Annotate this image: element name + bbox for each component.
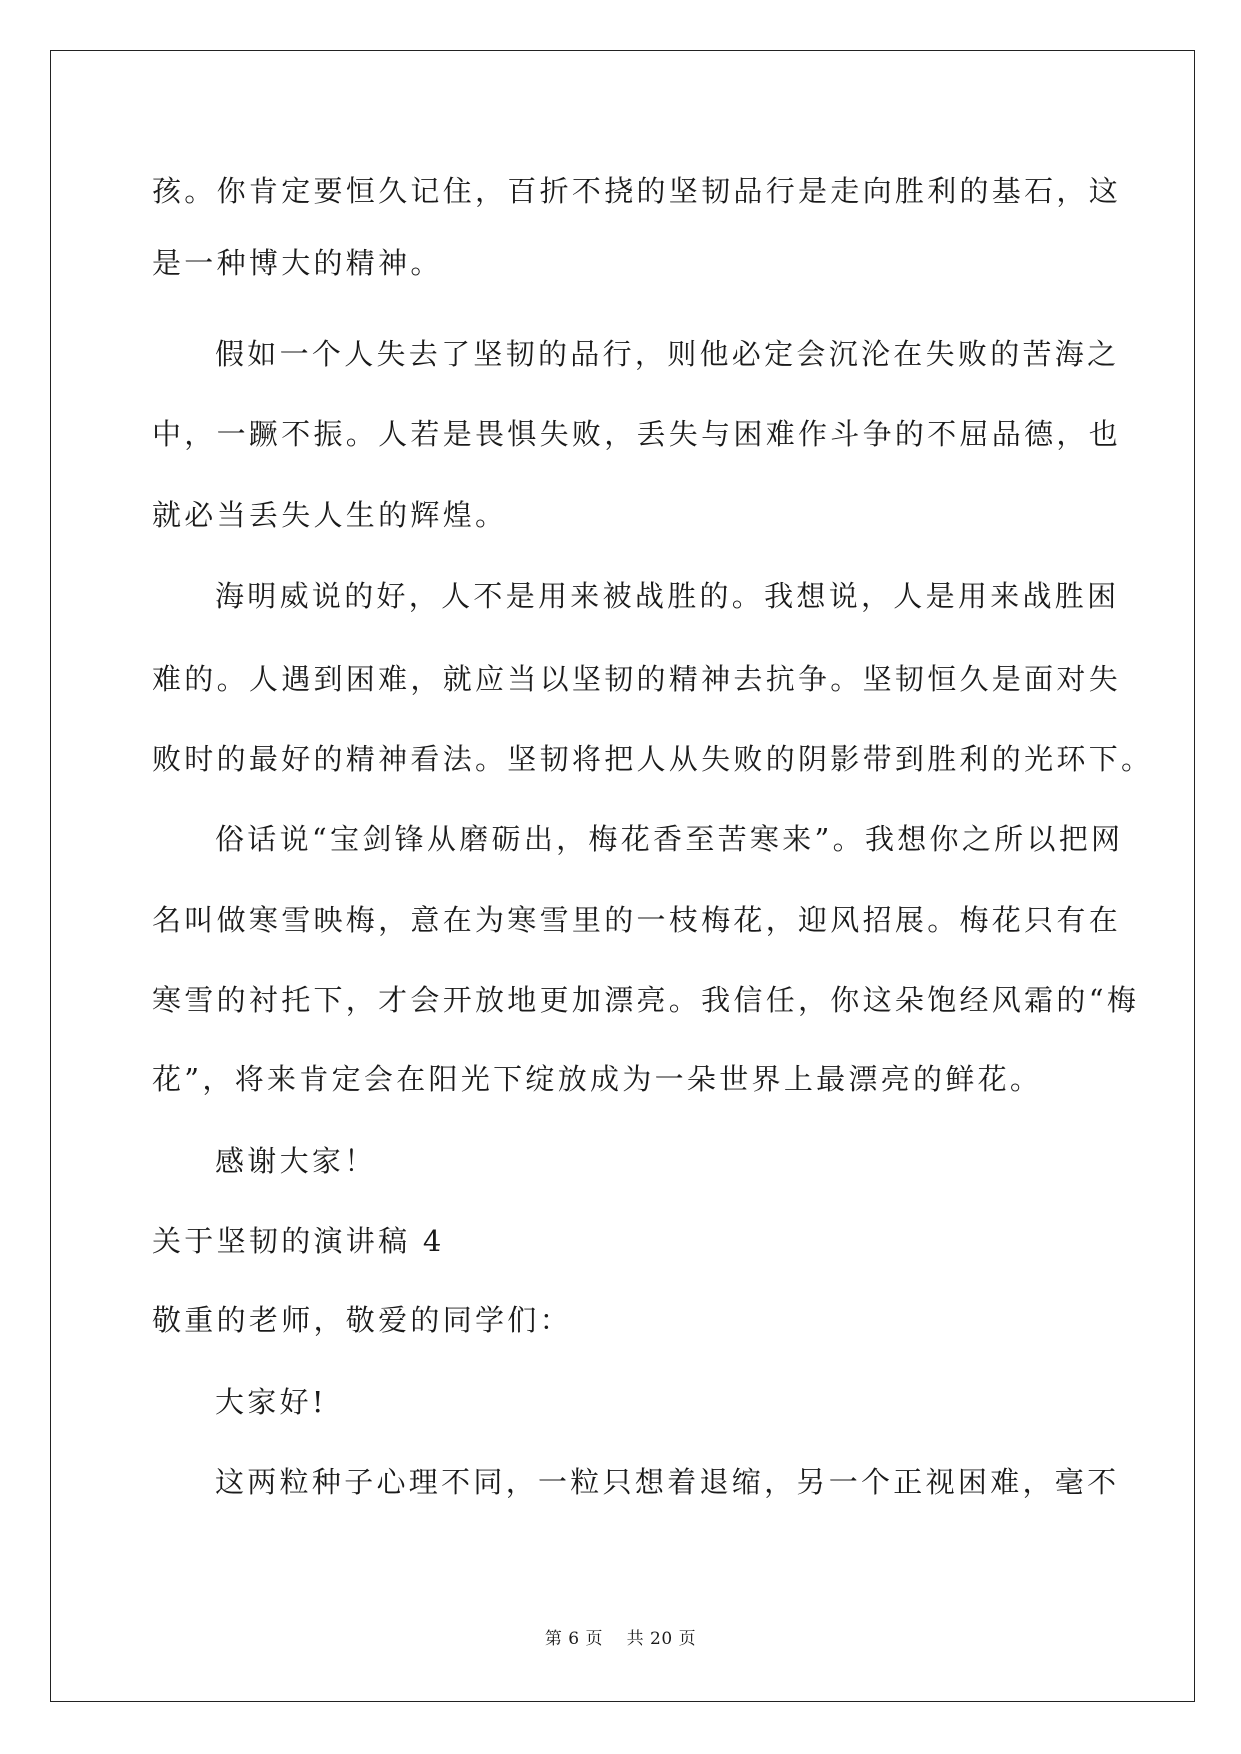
body-text-line: 感谢大家！ <box>215 1144 377 1178</box>
body-text-line: 假如一个人失去了坚韧的品行，则他必定会沉沦在失败的苦海之 <box>215 337 1120 371</box>
body-text-line: 寒雪的衬托下，才会开放地更加漂亮。我信任，你这朵饱经风霜的“梅 <box>152 983 1140 1017</box>
body-text-line: 是一种博大的精神。 <box>152 246 443 280</box>
body-text-line: 难的。人遇到困难，就应当以坚韧的精神去抗争。坚韧恒久是面对失 <box>152 662 1122 696</box>
body-text-line: 名叫做寒雪映梅，意在为寒雪里的一枝梅花，迎风招展。梅花只有在 <box>152 903 1122 937</box>
greeting: 大家好! <box>215 1385 327 1419</box>
page-number-footer: 第 6 页 共 20 页 <box>544 1629 697 1649</box>
body-text-line: 中，一蹶不振。人若是畏惧失败，丢失与困难作斗争的不屈品德，也 <box>152 417 1122 451</box>
body-text-line: 海明威说的好，人不是用来被战胜的。我想说，人是用来战胜困 <box>215 579 1120 613</box>
salutation: 敬重的老师，敬爱的同学们： <box>152 1303 572 1337</box>
body-text-line: 俗话说“宝剑锋从磨砺出，梅花香至苦寒来”。我想你之所以把网 <box>215 822 1124 856</box>
body-text-line: 就必当丢失人生的辉煌。 <box>152 498 508 532</box>
body-text-line: 孩。你肯定要恒久记住，百折不挠的坚韧品行是走向胜利的基石，这 <box>152 174 1122 208</box>
section-heading: 关于坚韧的演讲稿 4 <box>152 1224 445 1258</box>
body-text-line: 这两粒种子心理不同，一粒只想着退缩，另一个正视困难，毫不 <box>215 1465 1120 1499</box>
page-border <box>50 50 1195 1702</box>
body-text-line: 花”，将来肯定会在阳光下绽放成为一朵世界上最漂亮的鲜花。 <box>152 1062 1043 1096</box>
body-text-line: 败时的最好的精神看法。坚韧将把人从失败的阴影带到胜利的光环下。 <box>152 742 1154 776</box>
